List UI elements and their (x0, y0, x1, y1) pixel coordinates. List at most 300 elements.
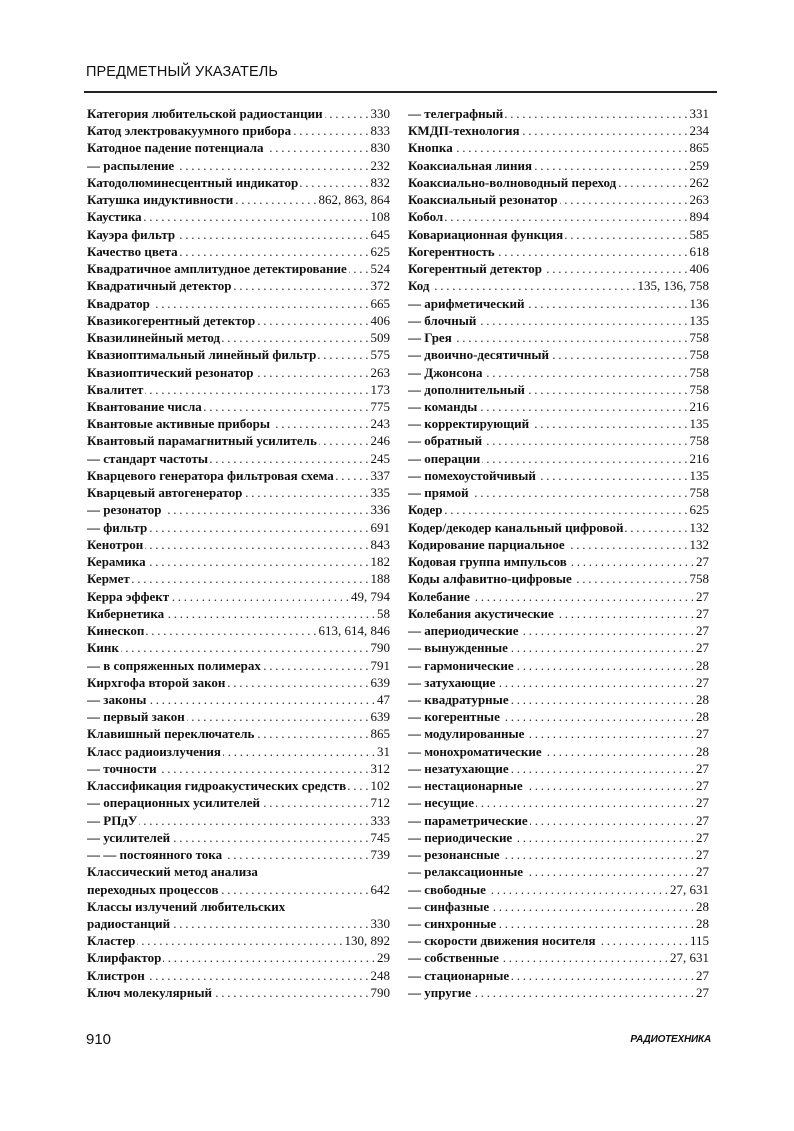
index-page-refs: 27 (696, 778, 709, 794)
index-term: Квазиоптимальный линейный фильтр (87, 347, 317, 363)
index-term: — стационарные (408, 967, 510, 983)
dot-leader (522, 122, 688, 139)
index-term: КМДП-технология (408, 123, 520, 139)
index-entry (408, 450, 709, 467)
index-page-refs: 58 (377, 605, 390, 621)
index-term: — Джонсона (408, 364, 483, 380)
dot-leader (349, 260, 369, 277)
index-page-refs: 245 (370, 450, 390, 466)
index-entry (408, 657, 709, 674)
index-term: Квалитет (87, 381, 144, 397)
index-entry (87, 450, 390, 467)
index-entry (87, 191, 390, 208)
index-term: — собственные (408, 950, 499, 966)
dot-leader (222, 329, 368, 346)
index-term: — незатухающие (408, 760, 509, 776)
dot-leader (163, 949, 375, 966)
dot-leader (565, 226, 687, 243)
index-term: — затухающие (408, 674, 496, 690)
index-entry (408, 863, 709, 880)
index-term: переходных процессов (87, 881, 219, 897)
dot-leader (444, 501, 687, 518)
index-entry (408, 432, 709, 449)
index-entry (87, 553, 390, 570)
index-entry (87, 829, 390, 846)
index-entry (87, 674, 390, 691)
index-page-refs: 585 (689, 226, 709, 242)
index-entry (408, 639, 709, 656)
index-entry (87, 622, 390, 639)
index-entry (408, 191, 709, 208)
index-entry (87, 381, 390, 398)
index-term: Кибернетика (87, 605, 165, 621)
index-page-refs: 372 (370, 278, 390, 294)
index-term: — операционных усилителей (87, 795, 260, 811)
index-page-refs: 739 (370, 847, 390, 863)
index-entry (87, 105, 390, 122)
index-page-refs: 333 (370, 812, 390, 828)
index-entry (87, 519, 390, 536)
index-term: — прямой (408, 485, 469, 501)
index-page-refs: 102 (370, 778, 390, 794)
index-entry (87, 364, 390, 381)
index-entry (408, 415, 709, 432)
index-entry (87, 915, 390, 932)
index-entry (408, 898, 709, 915)
index-page-refs: 28 (696, 709, 709, 725)
index-entry (87, 605, 390, 622)
index-term: Кауэра фильтр (87, 226, 176, 242)
dot-leader (544, 743, 694, 760)
index-page-refs: 130, 892 (344, 933, 390, 949)
index-term: — гармонические (408, 657, 514, 673)
book-title: РАДИОТЕХНИКА (630, 1034, 711, 1045)
dot-leader (204, 398, 369, 415)
dot-leader (473, 984, 694, 1001)
index-term: — законы (87, 691, 147, 707)
index-page-refs: 135 (689, 312, 709, 328)
dot-leader (224, 846, 368, 863)
index-page-refs: 135 (689, 416, 709, 432)
index-term: Кодер/декодер канальный цифровой (408, 519, 624, 535)
index-entry (408, 364, 709, 381)
index-entry (408, 915, 709, 932)
index-page-refs: 136 (689, 295, 709, 311)
dot-leader (177, 226, 368, 243)
index-term: Керра эффект (87, 588, 170, 604)
dot-leader (531, 415, 687, 432)
index-page-refs: 27 (696, 588, 709, 604)
dot-leader (476, 794, 694, 811)
dot-leader (210, 450, 368, 467)
index-page-refs: 216 (689, 398, 709, 414)
index-term: — квадратурные (408, 691, 509, 707)
dot-leader (148, 553, 369, 570)
index-page-refs: 27 (696, 847, 709, 863)
index-term: Квадратор (87, 295, 150, 311)
dot-leader (233, 277, 368, 294)
dot-leader (149, 519, 368, 536)
index-term: Кермет (87, 571, 130, 587)
dot-leader (544, 260, 688, 277)
dot-leader (511, 691, 694, 708)
index-entry (408, 243, 709, 260)
dot-leader (505, 105, 687, 122)
index-entry (87, 243, 390, 260)
index-entry (87, 949, 390, 966)
index-term: Кварцевый автогенератор (87, 485, 243, 501)
dot-leader (556, 605, 694, 622)
index-entry (408, 553, 709, 570)
index-entry (87, 863, 390, 880)
index-term: Колебания акустические (408, 605, 554, 621)
index-term: Ковариационная функция (408, 226, 564, 242)
index-entry (87, 484, 390, 501)
index-entry (87, 122, 390, 139)
index-term: радиостанций (87, 916, 171, 932)
index-term: — несущие (408, 795, 475, 811)
index-page-refs: 865 (370, 726, 390, 742)
page-header-title: ПРЕДМЕТНЫЙ УКАЗАТЕЛЬ (86, 64, 278, 80)
index-term: — точности (87, 760, 157, 776)
index-term: — операции (408, 450, 481, 466)
index-term: — вынужденные (408, 640, 508, 656)
index-page-refs: 28 (696, 743, 709, 759)
index-term: — стандарт частоты (87, 450, 209, 466)
index-term: Квантовый парамагнитный усилитель (87, 433, 317, 449)
dot-leader (172, 915, 368, 932)
dot-leader (139, 812, 368, 829)
index-term: Коаксиальный резонатор (408, 192, 558, 208)
dot-leader (121, 639, 369, 656)
index-term: — Грея (408, 330, 452, 346)
index-term: Классификация гидроакустических средств (87, 778, 347, 794)
header-rule-divider (84, 91, 717, 93)
dot-leader (534, 157, 687, 174)
index-entry (408, 174, 709, 191)
dot-leader (510, 639, 694, 656)
index-term: Квазилинейный метод (87, 330, 221, 346)
index-term: — синфазные (408, 898, 490, 914)
index-term: — апериодические (408, 623, 519, 639)
index-entry (408, 226, 709, 243)
index-term: Качество цвета (87, 243, 178, 259)
dot-leader (318, 346, 368, 363)
dot-leader (479, 398, 687, 415)
index-page-refs: 29 (377, 950, 390, 966)
index-page-refs: 665 (370, 295, 390, 311)
index-page-refs: 625 (689, 502, 709, 518)
index-entry (408, 484, 709, 501)
index-entry (408, 467, 709, 484)
index-term: — релаксационные (408, 864, 524, 880)
index-page-refs: 862, 863, 864 (318, 192, 390, 208)
index-term: Коаксиально-волноводный переход (408, 174, 617, 190)
index-term: — свободные (408, 881, 486, 897)
dot-leader (166, 605, 375, 622)
dot-leader (145, 536, 368, 553)
index-entry (408, 139, 709, 156)
dot-leader (511, 760, 694, 777)
index-page-refs: 758 (689, 330, 709, 346)
index-term: Катод электровакуумного прибора (87, 123, 292, 139)
dot-leader (223, 743, 375, 760)
dot-leader (445, 208, 687, 225)
index-term: — корректирующий (408, 416, 530, 432)
index-page-refs: 330 (370, 106, 390, 121)
index-page-refs: 509 (370, 330, 390, 346)
index-term: — обратный (408, 433, 483, 449)
dot-leader (257, 312, 368, 329)
page-number: 910 (86, 1031, 112, 1048)
dot-leader (482, 450, 687, 467)
index-term: — когерентные (408, 709, 500, 725)
index-entry (408, 743, 709, 760)
index-entry (87, 208, 390, 225)
index-page-refs: 27 (696, 760, 709, 776)
index-page-refs: 758 (689, 381, 709, 397)
dot-leader (618, 174, 687, 191)
dot-leader (220, 881, 368, 898)
index-page-refs: 108 (370, 209, 390, 225)
index-page-refs: 28 (696, 691, 709, 707)
index-entry (408, 277, 709, 294)
index-entry (87, 708, 390, 725)
index-page-refs: 216 (689, 450, 709, 466)
index-entry (87, 415, 390, 432)
index-page-refs: 639 (370, 709, 390, 725)
index-page-refs: 790 (370, 640, 390, 656)
index-entry (408, 691, 709, 708)
dot-leader (244, 484, 368, 501)
index-page-refs: 406 (370, 312, 390, 328)
dot-leader (431, 277, 635, 294)
index-page-refs: 47 (377, 691, 390, 707)
index-term: — команды (408, 398, 478, 414)
index-term: Колебание (408, 588, 470, 604)
index-page-refs: 642 (370, 881, 390, 897)
index-page-refs: 28 (696, 657, 709, 673)
dot-leader (455, 139, 688, 156)
index-term: Квантовые активные приборы (87, 416, 270, 432)
dot-leader (569, 553, 694, 570)
index-page-refs: 49, 794 (351, 588, 390, 604)
index-entry (408, 812, 709, 829)
index-term: — нестационарные (408, 778, 523, 794)
index-entry (408, 949, 709, 966)
index-page-refs: 31 (377, 743, 390, 759)
dot-leader (293, 122, 368, 139)
index-term: Клавишный переключатель (87, 726, 255, 742)
dot-leader (530, 812, 694, 829)
index-term: Когерентность (408, 243, 495, 259)
index-entry (87, 898, 390, 915)
index-page-refs: 232 (370, 157, 390, 173)
index-page-refs: 833 (370, 123, 390, 139)
index-term: Классы излучений любительских (87, 898, 286, 914)
index-term: Кодовая группа импульсов (408, 554, 567, 570)
index-entry (87, 691, 390, 708)
index-term: — параметрические (408, 812, 528, 828)
index-page-refs: 27 (696, 640, 709, 656)
index-term: Керамика (87, 554, 146, 570)
index-entry (408, 381, 709, 398)
index-page-refs: 712 (370, 795, 390, 811)
index-entry (87, 226, 390, 243)
index-page-refs: 182 (370, 554, 390, 570)
index-entry (87, 295, 390, 312)
index-term: — дополнительный (408, 381, 525, 397)
index-term: — блочный (408, 312, 477, 328)
dot-leader (497, 674, 694, 691)
index-term: Кнопка (408, 140, 453, 156)
index-page-refs: 27 (696, 829, 709, 845)
index-term: — монохроматические (408, 743, 542, 759)
index-page-refs: 27 (696, 623, 709, 639)
index-entry (408, 260, 709, 277)
index-page-refs: 832 (370, 174, 390, 190)
dot-leader (502, 846, 694, 863)
dot-leader (527, 381, 688, 398)
index-page-refs: 135 (689, 467, 709, 483)
index-entry (87, 346, 390, 363)
index-page-refs: 331 (689, 106, 709, 121)
index-term: Кварцевого генератора фильтровая схема (87, 467, 334, 483)
index-term: — в сопряженных полимерах (87, 657, 261, 673)
dot-leader (525, 777, 694, 794)
dot-leader (144, 208, 369, 225)
index-entry (87, 536, 390, 553)
index-entry (408, 605, 709, 622)
index-entry (408, 881, 709, 898)
index-page-refs: 27 (696, 812, 709, 828)
index-entry (408, 208, 709, 225)
index-page-refs: 745 (370, 829, 390, 845)
index-term: Кирхгофа второй закон (87, 674, 226, 690)
dot-leader (525, 863, 694, 880)
index-term: Квазиоптический резонатор (87, 364, 254, 380)
index-page-refs: 28 (696, 916, 709, 932)
index-entry (87, 967, 390, 984)
dot-leader (516, 657, 694, 674)
index-column-left (87, 105, 390, 1001)
dot-leader (551, 346, 687, 363)
index-entry (408, 967, 709, 984)
dot-leader (132, 570, 369, 587)
dot-leader (560, 191, 688, 208)
index-term: — двоично-десятичный (408, 347, 550, 363)
index-page-refs: 132 (689, 519, 709, 535)
index-entry (408, 846, 709, 863)
index-entry (87, 743, 390, 760)
dot-leader (272, 415, 369, 432)
dot-leader (521, 622, 694, 639)
dot-leader (574, 570, 688, 587)
index-page-refs: 575 (370, 347, 390, 363)
index-entry (87, 794, 390, 811)
index-entry (408, 932, 709, 949)
index-term: Кластер (87, 933, 136, 949)
dot-leader (256, 725, 368, 742)
index-entry (87, 312, 390, 329)
index-entry (408, 157, 709, 174)
dot-leader (485, 364, 688, 381)
dot-leader (227, 674, 368, 691)
index-term: — упругие (408, 984, 471, 1000)
dot-leader (598, 932, 688, 949)
index-term: Коаксиальная линия (408, 157, 533, 173)
index-page-refs: 758 (689, 347, 709, 363)
index-term: Клирфактор (87, 950, 162, 966)
index-page-refs: 243 (370, 416, 390, 432)
dot-leader (148, 691, 375, 708)
index-page-refs: 775 (370, 398, 390, 414)
index-entry (408, 725, 709, 742)
index-entry (87, 639, 390, 656)
index-entry (87, 777, 390, 794)
index-entry (87, 501, 390, 518)
dot-leader (336, 467, 369, 484)
dot-leader (256, 364, 369, 381)
dot-leader (319, 432, 369, 449)
index-entry (87, 760, 390, 777)
index-page-refs: 263 (370, 364, 390, 380)
dot-leader (514, 829, 694, 846)
index-term: Кодирование парциальное (408, 536, 565, 552)
index-page-refs: 335 (370, 485, 390, 501)
index-page-refs: 27, 631 (670, 881, 709, 897)
index-term: — распыление (87, 157, 175, 173)
index-term: Классический метод анализа (87, 864, 258, 880)
dot-leader (262, 794, 369, 811)
dot-leader (180, 243, 369, 260)
dot-leader (471, 484, 688, 501)
dot-leader (214, 984, 369, 1001)
dot-leader (478, 312, 687, 329)
index-entry (87, 432, 390, 449)
index-term: Кодер (408, 502, 443, 518)
index-page-refs: 27 (696, 967, 709, 983)
index-page-refs: 865 (689, 140, 709, 156)
index-page-refs: 312 (370, 760, 390, 776)
dot-leader (488, 881, 668, 898)
index-entry (87, 588, 390, 605)
index-entry (87, 570, 390, 587)
index-page-refs: 625 (370, 243, 390, 259)
index-entry (87, 846, 390, 863)
index-term: — резонансные (408, 847, 500, 863)
dot-leader (145, 381, 368, 398)
index-entry (408, 984, 709, 1001)
index-column-right (408, 105, 709, 1001)
index-page-refs: 758 (689, 485, 709, 501)
index-entry (408, 760, 709, 777)
index-entry (408, 708, 709, 725)
index-term: — фильтр (87, 519, 148, 535)
index-page-refs: 27 (696, 984, 709, 1000)
index-entry (87, 881, 390, 898)
index-page-refs: 188 (370, 571, 390, 587)
index-page-refs: 27, 631 (670, 950, 709, 966)
dot-leader (263, 657, 369, 674)
dot-leader (497, 243, 688, 260)
index-term: — усилителей (87, 829, 171, 845)
dot-leader (526, 725, 694, 742)
index-page-refs: 758 (689, 433, 709, 449)
dot-leader (526, 295, 687, 312)
dot-leader (152, 295, 369, 312)
dot-leader (472, 588, 694, 605)
